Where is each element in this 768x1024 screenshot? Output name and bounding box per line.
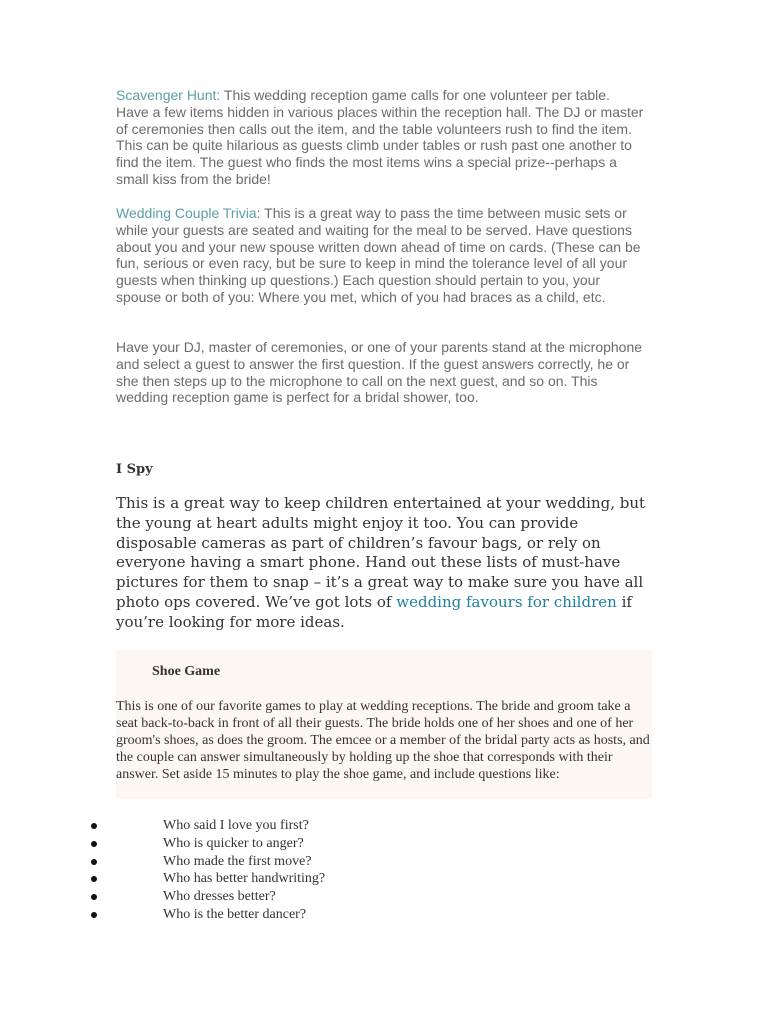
bullet-icon [91,894,97,900]
microphone-paragraph: Have your DJ, master of ceremonies, or one of your parents stand at the microphone and select a guest to answer the first question. If the guest answers correctly, he or she then steps up to the microphone to call on the next guest, and so on. This wedding reception game is perfect for a bridal shower, too. [116,339,643,406]
question-text: Who is the better dancer? [163,906,307,922]
question-text: Who made the first move? [163,853,312,869]
list-item [0,870,768,888]
ispy-text-before: This is a great way to keep children entertained at your wedding, but the young at heart adults might enjoy it too. You can provide disposable cameras as part of children’s favour bags, or rely on everyone having a smart phone. Hand out these lists of must-have pictures for them to snap – it’s a great way to make sure you have all photo ops covered. We’ve got lots of [116,494,646,611]
question-text: Who dresses better? [163,889,276,905]
shoe-game-heading: Shoe Game [152,664,221,679]
ispy-heading: I Spy [116,462,153,477]
scavenger-hunt-title: Scavenger Hunt: [116,87,221,103]
wedding-favours-link[interactable]: wedding favours for children [396,592,617,611]
shoe-game-paragraph: This is one of our favorite games to play at wedding receptions. The bride and groom take a seat back-to-back in front of all their guests. The bride holds one of her shoes and one of her groom's shoes, as does the groom. The emcee or a member of the bridal party acts as hosts, and the couple can answer simultaneously by holding up the shoe that corresponds with their answer. Set aside 15 minutes to play the shoe game, and include questions like: [116,699,650,782]
couple-trivia-title: Wedding Couple Trivia [116,205,257,221]
bullet-icon [91,859,97,865]
question-text: Who is quicker to anger? [163,835,304,851]
ispy-paragraph [116,494,656,633]
question-text: Who has better handwriting? [163,871,326,887]
bullet-icon [91,823,97,829]
bullet-icon [91,841,97,847]
bullet-icon [91,876,97,882]
bullet-icon [91,912,97,918]
list-item [0,835,768,853]
couple-trivia-text: : This is a great way to pass the time between music sets or while your guests are seated and waiting for the meal to be served. Have questions about you and your new spouse written down ahead of time on cards. (These can be fun, serious or even racy, but be sure to keep in mind the tolerance level of all your guests when thinking up questions.) Each question should pertain to you, your spouse or both of you: Where you met, which of you had braces as a child, etc. [116,205,641,305]
list-item [0,888,768,906]
ispy-text-after: if you’re looking for more ideas. [116,592,632,631]
list-item [0,853,768,871]
list-item [0,817,768,835]
couple-trivia-paragraph [116,205,646,306]
scavenger-hunt-text: This wedding reception game calls for one volunteer per table. Have a few items hidden in various places within the reception hall. The DJ or master of ceremonies then calls out the item, and the table volunteers rush to find the item. This can be quite hilarious as guests climb under tables or rush past one another to find the item. The guest who finds the most items wins a special prize--perhaps a small kiss from the bride! [116,87,644,187]
list-item [0,906,768,924]
shoe-game-box [116,650,652,799]
scavenger-hunt-paragraph [116,87,646,188]
question-text: Who said I love you first? [163,818,309,833]
question-list [0,817,768,924]
